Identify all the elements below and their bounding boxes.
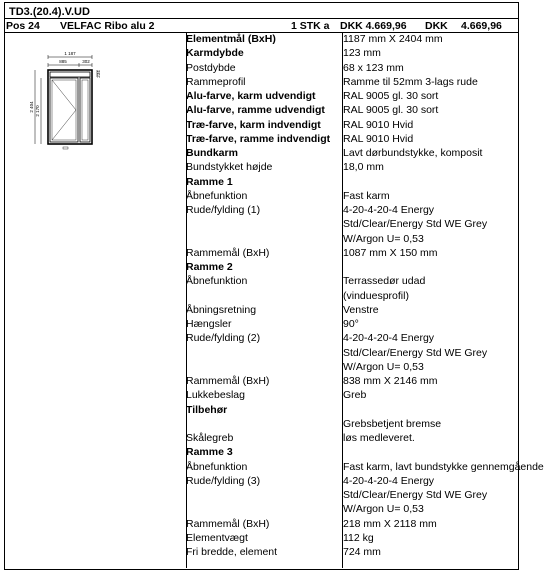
spec-value: 4-20-4-20-4 Energy [343,474,435,487]
spec-row [186,388,516,402]
spec-label: Hængsler [186,318,232,330]
spec-value: Ramme til 52mm 3-lags rude [343,75,478,88]
spec-label: Ramme 2 [186,261,233,273]
spec-row [186,232,516,246]
spec-value: Std/Clear/Energy Std WE Grey [343,489,488,501]
spec-value: 123 mm [343,47,381,60]
spec-value: 4-20-4-20-4 Energy [343,204,435,216]
spec-label: Rude/fylding (2) [186,332,261,345]
spec-value: 112 kg [343,531,374,544]
spec-label: Træ-farve, ramme indvendigt [186,132,331,145]
product-name: VELFAC Ribo alu 2 [60,20,155,32]
spec-value: 68 x 123 mm [343,61,404,74]
spec-value: RAL 9005 gl. 30 sort [343,90,439,102]
spec-row [186,160,516,174]
spec-label [186,360,343,374]
spec-row [186,260,516,274]
spec-row [186,303,516,317]
spec-value: Grebsbetjent bremse [343,417,442,430]
spec-label: Postdybde [186,61,236,74]
spec-label [186,217,343,231]
dim-top-total: 1 187 [64,51,76,56]
spec-value: Fast karm [343,189,390,202]
spec-value: 4-20-4-20-4 Energy [343,332,435,345]
dim-top-left: 885 [59,59,67,64]
spec-row [186,417,516,431]
spec-row [186,217,516,231]
spec-value: 1187 mm X 2404 mm [343,33,443,45]
spec-row [186,488,516,502]
spec-value: W/Argon U= 0,53 [343,360,424,373]
spec-label: Lukkebeslag [186,389,245,402]
spec-row [186,531,516,545]
spec-label [186,289,343,303]
spec-value: W/Argon U= 0,53 [343,232,424,245]
spec-row [186,331,516,345]
spec-value: 1087 mm X 150 mm [343,246,438,259]
spec-row [186,317,516,331]
spec-row [186,445,516,459]
spec-label [186,488,343,502]
spec-label: Åbnefunktion [186,275,248,288]
spec-label: Rammemål (BxH) [186,246,270,259]
spec-value: Greb [343,389,367,402]
spec-label: Træ-farve, karm indvendigt [186,118,321,131]
spec-label: Rude/fylding (1) [186,204,261,216]
spec-row [186,360,516,374]
spec-label: Skålegreb [186,432,234,444]
spec-row [186,517,516,531]
spec-value [343,175,516,189]
spec-label: Bundstykket højde [186,161,273,174]
spec-value: 90° [343,318,359,330]
spec-value: Std/Clear/Energy Std WE Grey [343,346,488,359]
spec-label: Rammeprofil [186,75,246,88]
spec-row [186,460,544,474]
dim-right-top: 234 [96,70,101,78]
spec-label: Åbningsretning [186,303,257,316]
dim-left-inner: 2 170 [35,105,40,117]
spec-value: (vinduesprofil) [343,289,409,302]
spec-value: 18,0 mm [343,161,384,174]
spec-label: Åbnefunktion [186,460,248,473]
spec-value: RAL 9010 Hvid [343,132,414,145]
spec-row [186,75,516,89]
spec-row [186,89,516,103]
spec-row [186,203,516,217]
spec-label [186,232,343,246]
spec-row [186,118,516,132]
spec-row [186,246,516,260]
element-drawing [30,50,120,150]
dim-top-right: 302 [82,59,90,64]
spec-row [186,502,516,516]
spec-row [186,132,516,146]
total-currency: DKK [425,20,448,32]
spec-label [186,417,343,431]
spec-label: Alu-farve, karm udvendigt [186,90,316,102]
specification-list [186,32,544,559]
spec-label: Elementmål (BxH) [186,33,276,45]
spec-value: Venstre [343,303,379,316]
spec-value: RAL 9005 gl. 30 sort [343,104,439,117]
spec-label: Rammemål (BxH) [186,517,270,530]
spec-value: RAL 9010 Hvid [343,118,414,131]
spec-value: Lavt dørbundstykke, komposit [343,147,483,159]
spec-value [343,403,516,417]
spec-label: Rude/fylding (3) [186,474,261,487]
spec-row [186,403,516,417]
spec-row [186,346,516,360]
spec-value: Std/Clear/Energy Std WE Grey [343,218,488,231]
spec-row [186,374,516,388]
spec-value: 218 mm X 2118 mm [343,517,437,530]
spec-value: Terrassedør udad [343,275,426,288]
unit-price: DKK 4.669,96 [340,20,407,32]
spec-label: Bundkarm [186,147,238,159]
quantity: 1 STK a [291,20,330,32]
spec-row [186,103,516,117]
spec-row [186,32,516,46]
dim-left-total: 2 404 [29,101,34,113]
spec-value [343,445,516,459]
spec-label [186,502,343,516]
spec-label: Ramme 1 [186,175,233,188]
spec-value: 724 mm [343,546,381,558]
spec-row [186,175,516,189]
spec-row [186,545,516,559]
spec-label: Åbnefunktion [186,189,248,202]
spec-value: W/Argon U= 0,53 [343,503,424,516]
spec-value: løs medleveret. [343,432,415,444]
total-price: 4.669,96 [461,20,502,32]
spec-label [186,346,343,360]
spec-label: Ramme 3 [186,446,233,459]
spec-row [186,46,516,60]
spec-row [186,61,516,75]
position-number: Pos 24 [6,20,40,32]
spec-row [186,146,516,160]
spec-row [186,431,516,445]
spec-row [186,274,516,288]
spec-row [186,474,516,488]
spec-label: Rammemål (BxH) [186,375,270,387]
spec-value [343,260,516,274]
spec-label: Tilbehør [186,403,228,416]
spec-value: 838 mm X 2146 mm [343,375,438,387]
spec-label: Karmdybde [186,47,244,60]
spec-label: Fri bredde, element [186,546,278,558]
element-code: TD3.(20.4).V.UD [9,6,90,18]
spec-label: Elementvægt [186,531,248,544]
spec-row [186,289,516,303]
spec-value: Fast karm, lavt bundstykke gennemgående [343,460,544,473]
spec-label: Alu-farve, ramme udvendigt [186,104,325,117]
spec-row [186,189,516,203]
